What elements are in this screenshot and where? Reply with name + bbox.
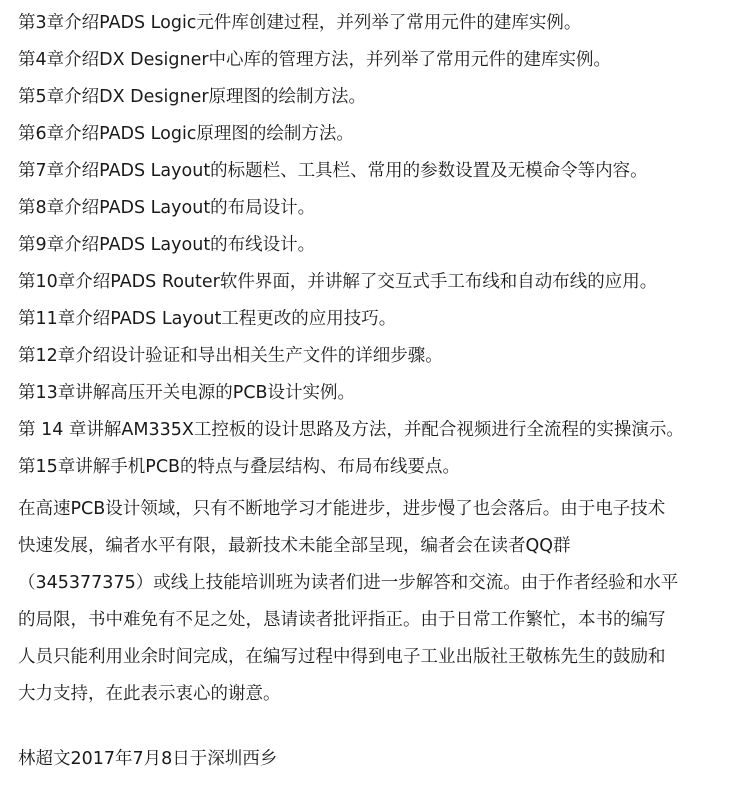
chapter-line-14: 第 14 章讲解AM335X工控板的设计思路及方法，并配合视频进行全流程的实操演示。	[18, 420, 684, 440]
paragraph-line: 在高速PCB设计领域，只有不断地学习才能进步，进步慢了也会落后。由于电子技术	[18, 499, 666, 519]
paragraph-line: 的局限，书中难免有不足之处，恳请读者批评指正。由于日常工作繁忙，本书的编写	[18, 610, 666, 630]
chapter-list	[18, 10, 732, 491]
chapter-line-6: 第6章介绍PADS Logic原理图的绘制方法。	[18, 124, 354, 144]
chapter-line-5: 第5章介绍DX Designer原理图的绘制方法。	[18, 87, 367, 107]
chapter-line-10: 第10章介绍PADS Router软件界面，并讲解了交互式手工布线和自动布线的应用。	[18, 272, 658, 292]
paragraph-line: （345377375）或线上技能培训班为读者们进一步解答和交流。由于作者经验和水平	[18, 573, 679, 593]
chapter-line-4: 第4章介绍DX Designer中心库的管理方法，并列举了常用元件的建库实例。	[18, 50, 612, 70]
chapter-line-7: 第7章介绍PADS Layout的标题栏、工具栏、常用的参数设置及无模命令等内容。	[18, 161, 648, 181]
chapter-line-8: 第8章介绍PADS Layout的布局设计。	[18, 198, 316, 218]
chapter-line-12: 第12章介绍设计验证和导出相关生产文件的详细步骤。	[18, 346, 443, 366]
paragraph-line: 大力支持，在此表示衷心的谢意。	[18, 684, 281, 704]
author-signature: 林超文2017年7月8日于深圳西乡	[18, 749, 278, 769]
chapter-line-3: 第3章介绍PADS Logic元件库创建过程，并列举了常用元件的建库实例。	[18, 13, 582, 33]
closing-paragraph	[18, 491, 732, 713]
chapter-line-13: 第13章讲解高压开关电源的PCB设计实例。	[18, 383, 356, 403]
chapter-line-15: 第15章讲解手机PCB的特点与叠层结构、布局布线要点。	[18, 457, 461, 477]
chapter-line-9: 第9章介绍PADS Layout的布线设计。	[18, 235, 316, 255]
chapter-line-11: 第11章介绍PADS Layout工程更改的应用技巧。	[18, 309, 397, 329]
paragraph-line: 人员只能利用业余时间完成，在编写过程中得到电子工业出版社王敬栋先生的鼓励和	[18, 647, 666, 667]
paragraph-line: 快速发展，编者水平有限，最新技术未能全部呈现，编者会在读者QQ群	[18, 536, 571, 556]
